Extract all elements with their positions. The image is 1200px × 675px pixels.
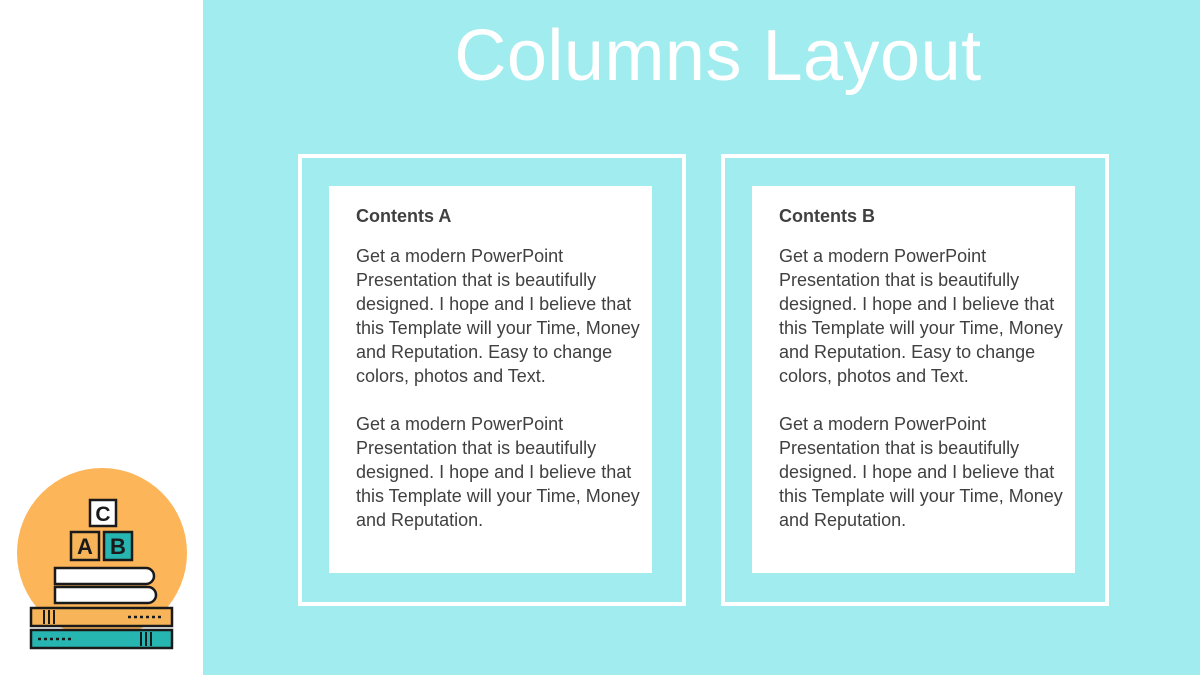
slide-title: Columns Layout [454,16,982,96]
abc-blocks-books-icon [14,468,192,658]
block-b-letter: B [110,534,126,559]
column-frame-b [721,154,1109,606]
orange-book [31,608,172,626]
card-paragraph: Get a modern PowerPoint Presentation that is beautifully designed. I hope and I believe that this Template will your Time, Money and Reputation. Easy to change colors, photos and Text. [356,246,640,386]
column-frame-a [298,154,686,606]
card-heading-b: Contents B [779,206,875,226]
card-text-a [356,244,641,556]
white-book-top [55,568,154,584]
card-paragraph: Get a modern PowerPoint Presentation that is beautifully designed. I hope and I believe that this Template will your Time, Money and Reputation. [356,414,640,530]
card-paragraph: Get a modern PowerPoint Presentation that is beautifully designed. I hope and I believe that this Template will your Time, Money and Reputation. Easy to change colors, photos and Text. [779,246,1063,386]
block-c-letter: C [95,503,111,526]
white-book-bottom [55,587,156,603]
block-a-letter: A [77,534,93,559]
card-heading-a: Contents A [356,206,452,226]
content-card-b [752,186,1075,573]
content-card-a [329,186,652,573]
card-paragraph: Get a modern PowerPoint Presentation that is beautifully designed. I hope and I believe that this Template will your Time, Money and Reputation. [779,414,1063,530]
card-text-b [779,244,1064,556]
